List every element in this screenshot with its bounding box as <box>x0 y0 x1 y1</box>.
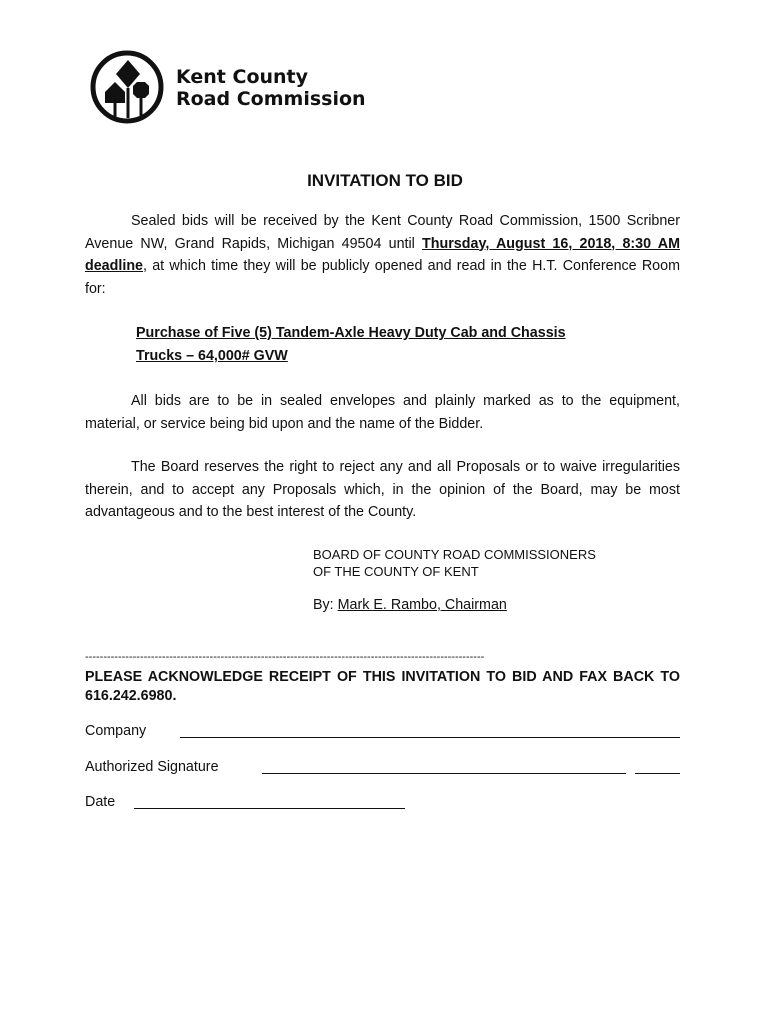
intro-text-before: Sealed bids will be received by the Kent County Road Commission, 1500 Scribner Avenue NW, Grand Rapids, Michigan 49504 until <box>85 213 680 252</box>
letterhead-logo <box>90 48 380 126</box>
deadline-date: Thursday, August 16, 2018, 8:30 AM <box>422 235 680 252</box>
signoff-prefix: By: <box>313 597 338 613</box>
organization-name-line1: Kent County <box>176 66 309 88</box>
organization-name <box>176 66 366 110</box>
bid-item-line1: Purchase of Five (5) Tandem-Axle Heavy Duty Cab and Chassis <box>136 325 566 341</box>
signature-label: Authorized Signature <box>85 759 219 775</box>
cut-line-separator: ------------------------------------------------------------------------------------------------------------- <box>85 651 485 663</box>
board-rights-text: The Board reserves the right to reject any and all Proposals or to waive irregularities therein, and to accept any Proposals which, in the opinion of the Board, may be most advantageous and to the best interest of the County. <box>85 459 680 520</box>
document-title: INVITATION TO BID <box>307 171 463 190</box>
intro-paragraph <box>85 210 680 300</box>
acknowledge-instruction: PLEASE ACKNOWLEDGE RECEIPT OF THIS INVITATION TO BID AND FAX BACK TO 616.242.6980. <box>85 669 680 704</box>
board-signature-block <box>313 546 596 580</box>
signoff <box>313 597 507 613</box>
intro-text-after: , at which time they will be publicly opened and read in the H.T. Conference Room for: <box>85 258 680 297</box>
company-input-line[interactable] <box>180 737 680 738</box>
board-line2: OF THE COUNTY OF KENT <box>313 564 479 579</box>
date-label: Date <box>85 794 116 810</box>
envelope-paragraph <box>85 390 680 435</box>
board-line1: BOARD OF COUNTY ROAD COMMISSIONERS <box>313 547 596 562</box>
chairman-name: Mark E. Rambo, Chairman <box>337 597 507 613</box>
company-label: Company <box>85 723 147 739</box>
date-input-line[interactable] <box>134 808 405 809</box>
organization-name-line2: Road Commission <box>176 88 366 110</box>
signature-extra-line[interactable] <box>635 773 680 774</box>
board-rights-paragraph <box>85 456 680 524</box>
envelope-text: All bids are to be in sealed envelopes and plainly marked as to the equipment, material, or service being bid upon and the name of the Bidder. <box>85 393 680 432</box>
bid-item-line2: Trucks – 64,000# GVW <box>136 348 288 364</box>
kent-county-road-commission-logo <box>90 48 170 126</box>
signature-input-line[interactable] <box>262 773 626 774</box>
deadline-word: deadline <box>85 258 143 274</box>
